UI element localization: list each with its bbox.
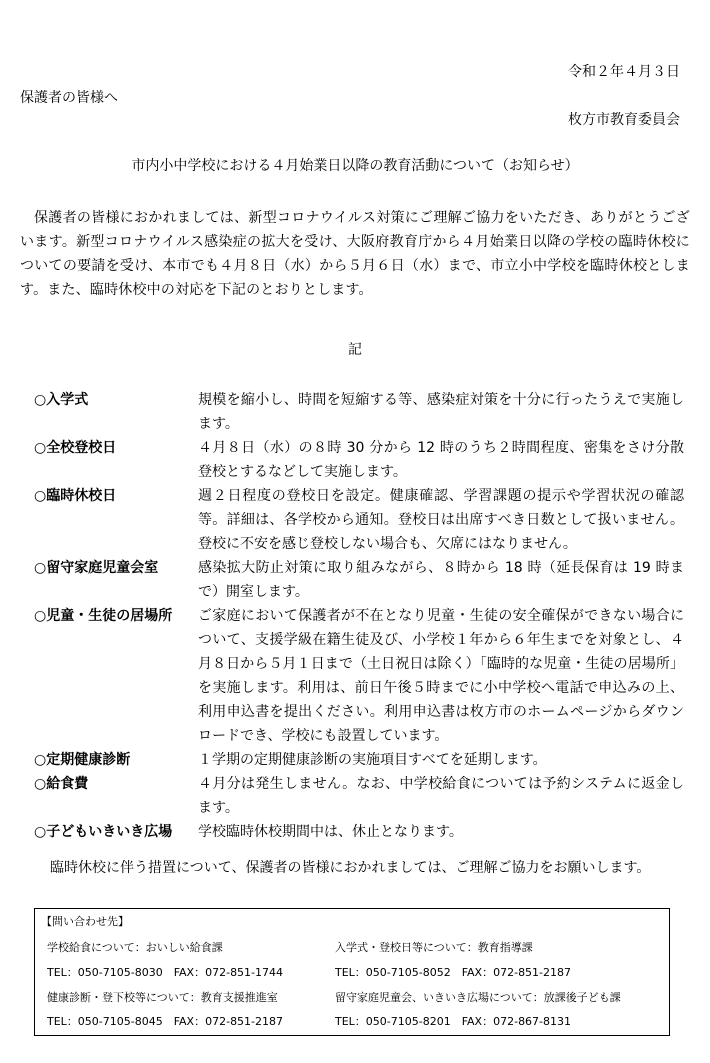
measure-item [34, 604, 684, 748]
contact-tel: TEL：050-7105-8045 FAX：072-851-2187 [47, 1015, 284, 1028]
measure-head: ○子どもいきいき広場 [34, 824, 173, 840]
measure-item [34, 388, 684, 436]
measure-item [34, 772, 684, 820]
ki-heading: 記 [348, 342, 362, 358]
measure-head: ○児童・生徒の居場所 [34, 608, 173, 624]
measure-head: ○全校登校日 [34, 440, 117, 456]
contact-dept: 入学式・登校日等について：教育指導課 [335, 941, 533, 954]
measure-body: ４月分は発生しません。なお、中学校給食については予約システムに返金します。 [198, 776, 684, 816]
document-title: 市内小中学校における４月始業日以降の教育活動について（お知らせ） [131, 158, 579, 174]
measure-item [34, 556, 684, 604]
contact-dept: 学校給食について：おいしい給食課 [47, 941, 223, 954]
closing-sentence: 臨時休校に伴う措置について、保護者の皆様におかれましては、ご理解ご協力をお願いします。 [50, 860, 651, 876]
contact-tel: TEL：050-7105-8201 FAX：072-867-8131 [335, 1015, 572, 1028]
measure-head: ○臨時休校日 [34, 488, 117, 504]
contact-dept: 留守家庭児童会、いきいき広場について：放課後子ども課 [335, 991, 621, 1004]
measure-head: ○留守家庭児童会室 [34, 560, 159, 576]
measure-body: 学校臨時休校期間中は、休止となります。 [198, 824, 463, 840]
contact-tel: TEL：050-7105-8052 FAX：072-851-2187 [335, 966, 572, 979]
intro-paragraph: 保護者の皆様におかれましては、新型コロナウイルス対策にご理解ご協力をいただき、ありがとうございます。新型コロナウイルス感染症の拡大を受け、大阪府教育庁から４月始業日以降の学校の臨時休校についての要請を受け、本市でも４月８日（水）から５月６日（水）まで、市立小中学校を臨時休校とします。また、臨時休校中の対応を下記のとおりとします。 [20, 210, 690, 298]
sender: 枚方市教育委員会 [568, 112, 680, 128]
document-date: 令和２年４月３日 [568, 64, 680, 80]
addressee: 保護者の皆様へ [20, 90, 118, 106]
measure-body: ４月８日（水）の８時 30 分から 12 時のうち２時間程度、密集をさけ分散登校とするなどして実施します。 [198, 440, 684, 480]
measure-body: 感染拡大防止対策に取り組みながら、８時から 18 時（延長保育は 19 時まで）開室します。 [198, 560, 684, 600]
measure-head: ○定期健康診断 [34, 752, 131, 768]
measure-item [34, 748, 684, 772]
contact-box [34, 908, 670, 1036]
measure-head: ○給食費 [34, 776, 89, 792]
measure-body: １学期の定期健康診断の実施項目すべてを延期します。 [198, 752, 547, 768]
measure-body: 規模を縮小し、時間を短縮する等、感染症対策を十分に行ったうえで実施します。 [198, 392, 684, 432]
measure-list [34, 388, 684, 844]
contact-heading: 【問い合わせ先】 [41, 915, 129, 928]
contact-tel: TEL：050-7105-8030 FAX：072-851-1744 [47, 966, 284, 979]
contact-dept: 健康診断・登下校等について：教育支援推進室 [47, 991, 278, 1004]
measure-item [34, 484, 684, 556]
measure-item [34, 436, 684, 484]
measure-body: ご家庭において保護者が不在となり児童・生徒の安全確保ができない場合について、支援学級在籍生徒及び、小学校１年から６年生までを対象とし、４月８日から５月１日まで（土日祝日は除く）「臨時的な児童・生徒の居場所」を実施します。利用は、前日午後５時までに小中学校へ電話で申込みの上、利用申込書を提出ください。利用申込書は枚方市のホームページからダウンロードでき、学校にも設置しています。 [198, 608, 684, 744]
measure-body: 週２日程度の登校日を設定。健康確認、学習課題の提示や学習状況の確認等。詳細は、各学校から通知。登校日は出席すべき日数として扱いません。登校に不安を感じ登校しない場合も、欠席にはなりません。 [198, 488, 684, 552]
measure-item [34, 820, 684, 844]
measure-head: ○入学式 [34, 392, 89, 408]
